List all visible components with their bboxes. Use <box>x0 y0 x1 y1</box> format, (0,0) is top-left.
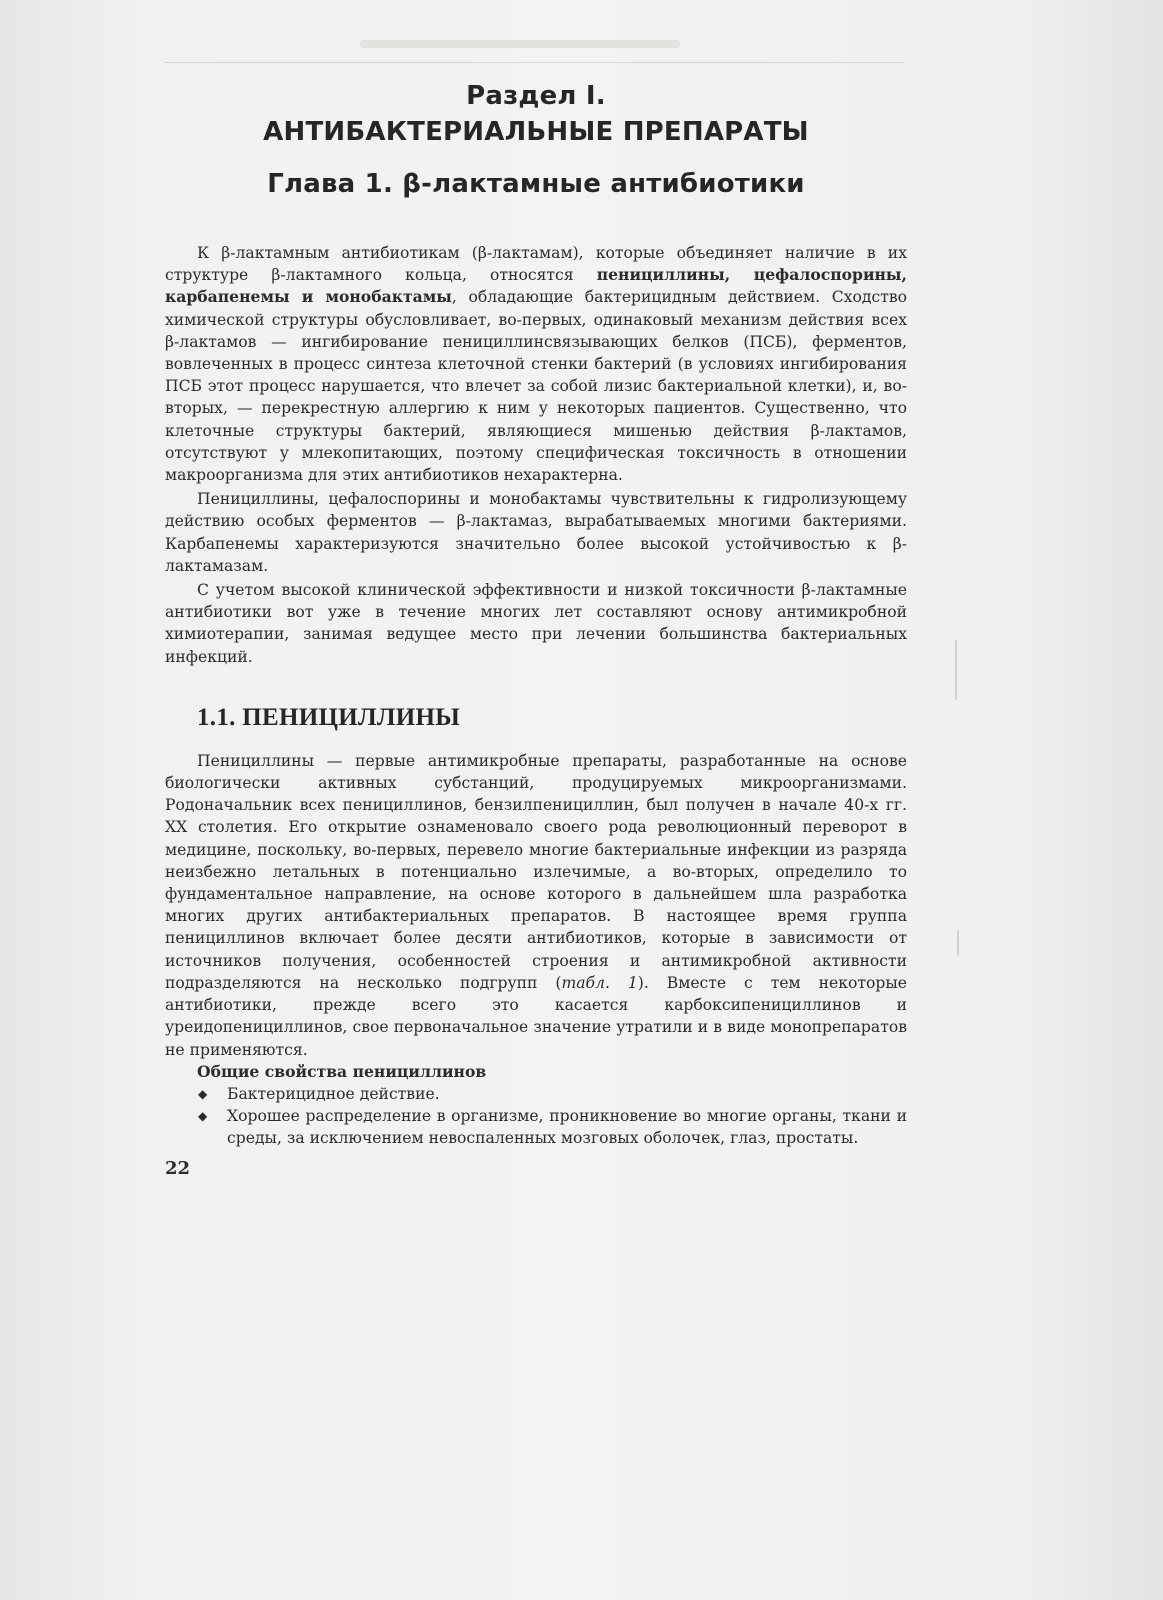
intro-paragraph-1: К β-лактамным антибиотикам (β-лактамам), которые объединяет наличие в их структуре β-лактамного кольца, относятся пенициллины, цефалоспорины, карбапенемы и монобактамы, обладающие бактерицидным действием. Сходство химической структуры обусловливает, во-первых, одинаковый механизм действия всех β-лактамов — ингибирование пенициллинсвязывающих белков (ПСБ), ферментов, вовлеченных в процесс синтеза клеточной стенки бактерий (в условиях ингибирования ПСБ этот процесс нарушается, что влечет за собой лизис бактериальной клетки), и, во-вторых, — перекрестную аллергию к ним у некоторых пациентов. Существенно, что клеточные структуры бактерий, являющиеся мишенью действия β-лактамов, отсутствуют у млекопитающих, поэтому специфическая токсичность в отношении макроорганизма для этих антибиотиков нехарактерна. <box>165 244 908 485</box>
bullet-icon: ◆ <box>198 1109 208 1124</box>
penicillins-paragraph: Пенициллины — первые антимикробные препараты, разработанные на основе биологически активных субстанций, продуцируемых микроорганизмами. Родоначальник всех пенициллинов, бензилпенициллин, был получен в начале 40-х гг. XX столетия. Его открытие ознаменовало своего рода революционный переворот в медицине, поскольку, во-первых, перевело многие бактериальные инфекции из разряда неизбежно летальных в потенциально излечимые, а во-вторых, определило то фундаментальное направление, на основе которого в дальнейшем шла разработка многих других антибактериальных препаратов. В настоящее время группа пенициллинов включает более десяти антибиотиков, которые в зависимости от источников получения, особенностей строения и антимикробной активности подразделяются на несколько подгрупп (табл. 1). Вместе с тем некоторые антибиотики, прежде всего это касается карбоксипенициллинов и уреидопенициллинов, свое первоначальное значение утратили и в виде монопрепаратов не применяются. <box>165 751 907 1059</box>
properties-subheading: Общие свойства пенициллинов <box>197 1061 487 1081</box>
properties-list <box>165 1083 907 1150</box>
chapter-title: Глава 1. β-лактамные антибиотики <box>267 169 805 199</box>
intro-paragraph-2: Пенициллины, цефалоспорины и монобактамы чувствительны к гидролизующему действию особых ферментов — β-лактамаз, вырабатываемых многими бактериями. Карбапенемы характеризуются значительно более высокой устойчивостью к β-лактамазам. <box>165 490 907 575</box>
section-subtitle: АНТИБАКТЕРИАЛЬНЫЕ ПРЕПАРАТЫ <box>263 117 809 147</box>
header-rule <box>165 62 905 63</box>
section-title: Раздел I. <box>466 81 606 111</box>
bold-term-list: пенициллины, цефалоспорины, карбапенемы и монобактамы <box>165 265 907 307</box>
list-item: ◆ Бактерицидное действие. <box>197 1083 907 1105</box>
intro-paragraph-3: С учетом высокой клинической эффективности и низкой токсичности β-лактамные антибиотики вот уже в течение многих лет составляют основу антимикробной химиотерапии, занимая ведущее место при лечении большинства бактериальных инфекций. <box>165 581 907 666</box>
scan-margin-mark <box>955 640 957 700</box>
intro-text <box>165 242 907 668</box>
table-reference[interactable]: табл. 1 <box>561 973 638 992</box>
page-content <box>165 78 907 1150</box>
scan-margin-mark <box>957 930 959 955</box>
bullet-icon: ◆ <box>198 1086 208 1101</box>
page-number: 22 <box>165 1158 191 1179</box>
running-header-ghost <box>360 40 680 48</box>
section-1-1-heading: 1.1. ПЕНИЦИЛЛИНЫ <box>197 703 461 731</box>
list-item: ◆ Хорошее распределение в организме, проникновение во многие органы, ткани и среды, за исключением невоспаленных мозговых оболочек, глаз, простаты. <box>198 1107 907 1148</box>
